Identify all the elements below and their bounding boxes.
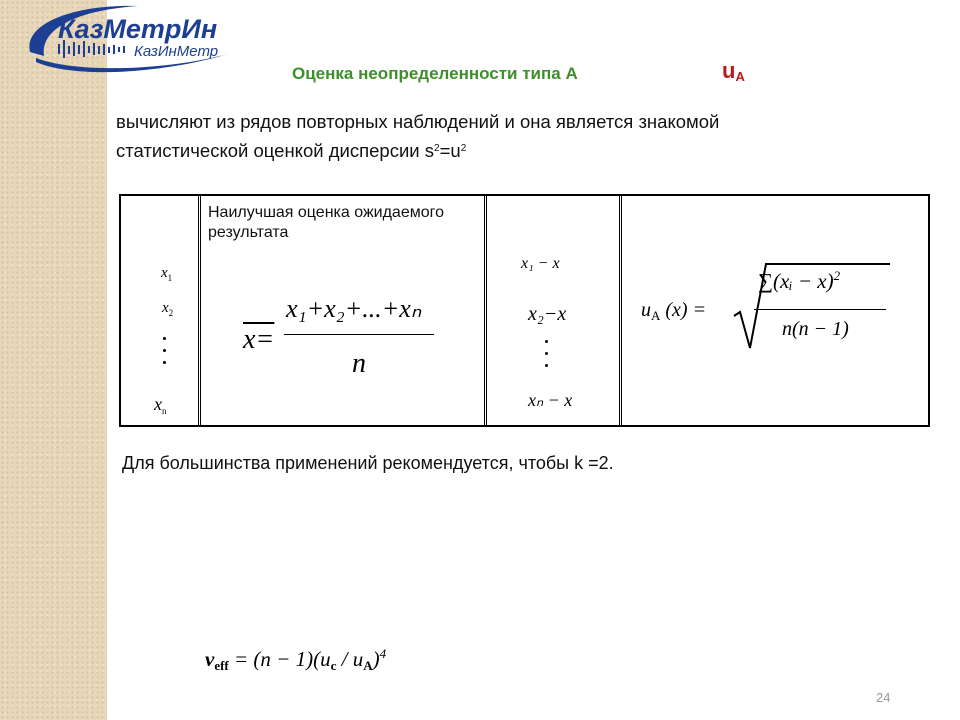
deviation-1: x₁ − x	[521, 255, 560, 272]
superscript-2b: 2	[460, 143, 467, 154]
table-divider-1	[198, 194, 201, 427]
symbol-subscript: A	[735, 69, 745, 84]
obs-xn: $x_n$	[154, 394, 167, 416]
deviation-n: xₙ − x	[528, 390, 573, 410]
obs-x2: $x_2$	[162, 300, 174, 318]
uncertainty-numerator: ∑(xᵢ − x)$^2$	[758, 268, 841, 293]
logo-brand-text: КазМетрИн	[58, 14, 218, 44]
deviation-2: x₂−x	[528, 303, 567, 325]
page-number: 24	[876, 690, 891, 705]
vertical-dot	[163, 337, 166, 340]
vertical-dot	[163, 349, 166, 352]
superscript-2a: 2	[434, 143, 440, 154]
left-decorative-band	[0, 0, 107, 720]
vertical-dot	[545, 364, 548, 367]
mean-denominator: n	[352, 348, 366, 379]
recommendation-text: Для большинства применений рекомендуется, чтобы k =2.	[122, 453, 614, 473]
vertical-dot	[545, 340, 548, 343]
effective-dof-formula: $\nu_{eff} = (n - 1)(u_c / u_A)^4$	[205, 646, 387, 673]
uncertainty-fraction-bar	[754, 309, 886, 310]
best-estimate-header: Наилучшая оценка ожидаемого результата	[208, 204, 444, 241]
table-divider-3	[619, 194, 622, 427]
vertical-dot	[163, 361, 166, 364]
uncertainty-lhs: $u_A$ (x) =	[641, 299, 707, 323]
mean-fraction-bar	[284, 334, 434, 335]
mean-numerator: x₁+x₂+...+xₙ	[286, 294, 422, 323]
obs-x1: $x_1$	[161, 265, 173, 283]
symbol-u: u	[722, 58, 736, 83]
intro-line-1: вычисляют из рядов повторных наблюдений и она является знакомой	[116, 111, 720, 132]
company-logo	[18, 0, 288, 82]
vertical-dot	[545, 352, 548, 355]
intro-eq: =u	[439, 140, 461, 161]
table-divider-2	[484, 194, 487, 427]
logo-sub-text: КазИнМетр	[134, 43, 219, 60]
slide-title: Оценка неопределенности типа А	[292, 64, 578, 83]
intro-line-2-text: статистической оценкой дисперсии s	[116, 140, 435, 161]
intro-line-2	[116, 135, 916, 164]
uncertainty-symbol	[722, 58, 745, 84]
mean-lhs: x=	[243, 324, 275, 355]
intro-paragraph	[116, 108, 916, 164]
uncertainty-denominator: n(n − 1)	[782, 318, 849, 340]
